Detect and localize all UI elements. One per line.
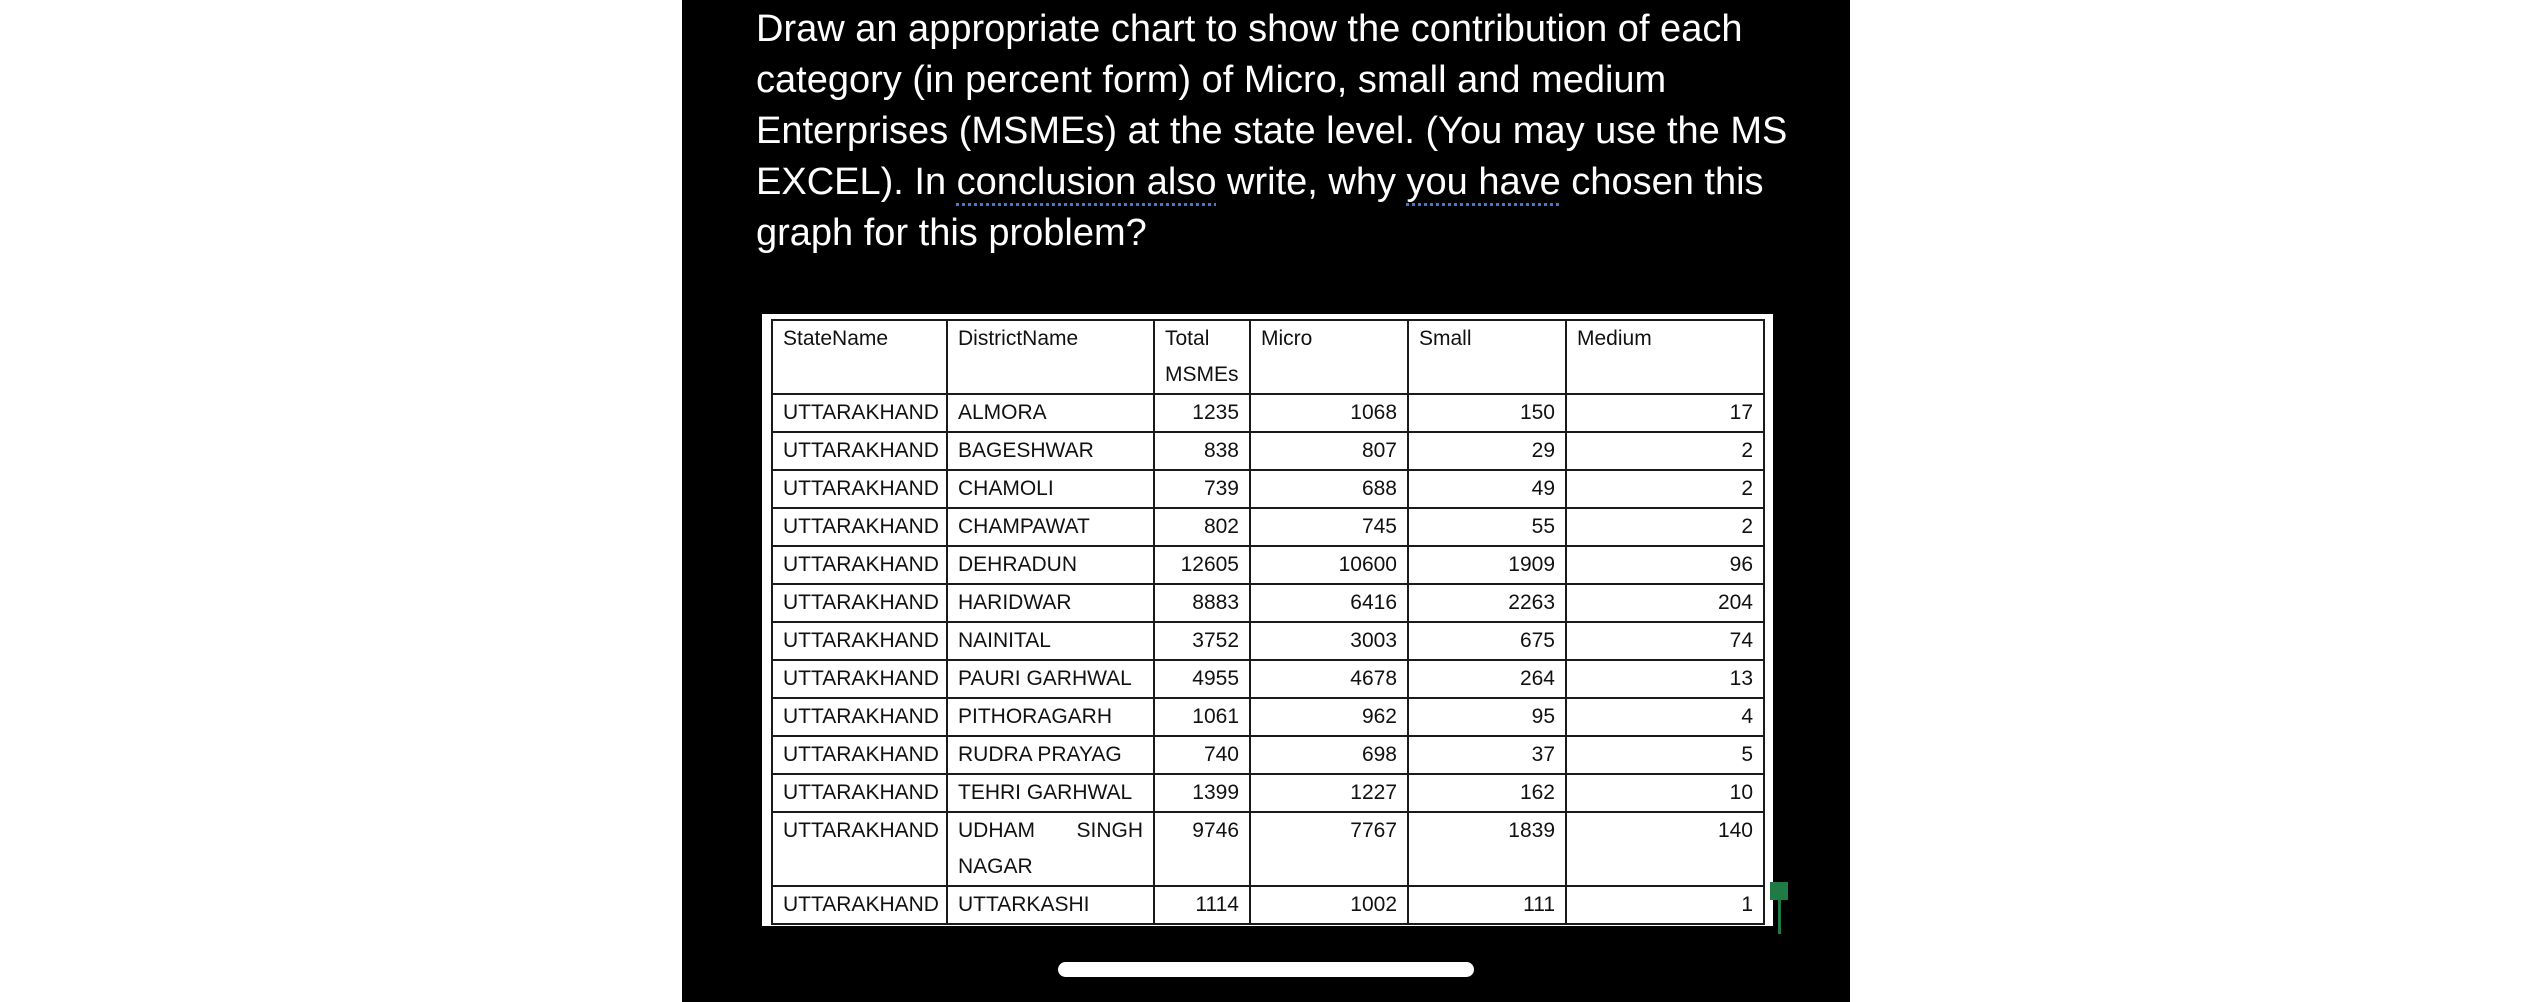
cell-district: CHAMOLI [947,470,1154,508]
cell-small: 55 [1408,508,1566,546]
cell-small: 1909 [1408,546,1566,584]
cell-district: BAGESHWAR [947,432,1154,470]
header-small: Small [1408,320,1566,394]
table-row [772,660,1764,698]
question-underlined-2[interactable]: you have [1406,161,1561,203]
cell-total: 838 [1154,432,1250,470]
cell-medium: 4 [1566,698,1764,736]
cell-state: UTTARAKHAND [772,812,947,886]
cell-total: 1114 [1154,886,1250,924]
cell-medium: 2 [1566,508,1764,546]
cell-state: UTTARAKHAND [772,432,947,470]
cell-state: UTTARAKHAND [772,660,947,698]
cell-total: 802 [1154,508,1250,546]
cell-small: 49 [1408,470,1566,508]
cell-medium: 96 [1566,546,1764,584]
header-medium: Medium [1566,320,1764,394]
cell-total: 739 [1154,470,1250,508]
cell-total: 9746 [1154,812,1250,886]
cell-small: 264 [1408,660,1566,698]
table-row [772,508,1764,546]
cell-district: PITHORAGARH [947,698,1154,736]
cell-medium: 2 [1566,470,1764,508]
cell-district: UTTARKASHI [947,886,1154,924]
cell-total: 740 [1154,736,1250,774]
table-row [772,584,1764,622]
table-row [772,394,1764,432]
table-row [772,546,1764,584]
table-header-row [772,320,1764,394]
cell-medium: 2 [1566,432,1764,470]
cell-micro: 1002 [1250,886,1408,924]
cell-small: 2263 [1408,584,1566,622]
cell-total: 3752 [1154,622,1250,660]
cell-district: ALMORA [947,394,1154,432]
cell-medium: 5 [1566,736,1764,774]
msme-table [771,319,1765,925]
cell-district: DEHRADUN [947,546,1154,584]
cell-micro: 688 [1250,470,1408,508]
cell-micro: 10600 [1250,546,1408,584]
cell-small: 675 [1408,622,1566,660]
cell-medium: 140 [1566,812,1764,886]
cell-medium: 13 [1566,660,1764,698]
cell-district [947,812,1154,886]
table-row [772,736,1764,774]
header-micro: Micro [1250,320,1408,394]
cell-district: PAURI GARHWAL [947,660,1154,698]
cell-micro: 1227 [1250,774,1408,812]
table-row [772,774,1764,812]
header-total-msmes: Total MSMEs [1154,320,1250,394]
home-indicator[interactable] [1058,962,1474,977]
question-part-1: Draw an appropriate chart to show the contribution of each category (in percent form) of Micro, small and medium Enterprises (MSMEs) at the state level. (You may use the MS EXCEL). In [756,8,1788,203]
phone-screen [682,0,1850,1002]
table-row [772,812,1764,886]
cell-micro: 962 [1250,698,1408,736]
cell-small: 29 [1408,432,1566,470]
cell-total: 1235 [1154,394,1250,432]
cell-state: UTTARAKHAND [772,546,947,584]
cell-micro: 1068 [1250,394,1408,432]
cell-total: 1399 [1154,774,1250,812]
question-text [756,4,1816,259]
cell-district: RUDRA PRAYAG [947,736,1154,774]
table-row [772,470,1764,508]
cell-micro: 807 [1250,432,1408,470]
cell-medium: 204 [1566,584,1764,622]
table-row [772,622,1764,660]
cell-state: UTTARAKHAND [772,508,947,546]
cell-medium: 74 [1566,622,1764,660]
cell-district: TEHRI GARHWAL [947,774,1154,812]
cell-small: 111 [1408,886,1566,924]
table-image[interactable] [762,314,1773,926]
table-row [772,432,1764,470]
cell-micro: 6416 [1250,584,1408,622]
header-state-name: StateName [772,320,947,394]
cell-medium: 10 [1566,774,1764,812]
district-word-udham: UDHAM [958,819,1035,842]
table-row [772,886,1764,924]
cell-total: 8883 [1154,584,1250,622]
cell-small: 1839 [1408,812,1566,886]
district-word-nagar: NAGAR [958,855,1033,878]
cell-medium: 17 [1566,394,1764,432]
district-line-1 [958,813,1143,849]
cell-total: 1061 [1154,698,1250,736]
cell-state: UTTARAKHAND [772,698,947,736]
cell-total: 12605 [1154,546,1250,584]
cell-total: 4955 [1154,660,1250,698]
header-district-name: DistrictName [947,320,1154,394]
question-underlined-1[interactable]: conclusion also [956,161,1217,203]
selection-handle-stem [1778,898,1781,934]
cell-state: UTTARAKHAND [772,470,947,508]
cell-micro: 3003 [1250,622,1408,660]
cell-medium: 1 [1566,886,1764,924]
cell-small: 162 [1408,774,1566,812]
cell-district: NAINITAL [947,622,1154,660]
cell-small: 150 [1408,394,1566,432]
cell-state: UTTARAKHAND [772,886,947,924]
cell-district: HARIDWAR [947,584,1154,622]
table-row [772,698,1764,736]
cell-state: UTTARAKHAND [772,584,947,622]
cell-micro: 7767 [1250,812,1408,886]
question-part-3: chosen this graph for this problem? [756,161,1764,254]
cell-micro: 4678 [1250,660,1408,698]
cell-district: CHAMPAWAT [947,508,1154,546]
district-word-singh: SINGH [1076,819,1143,842]
cell-small: 95 [1408,698,1566,736]
cell-state: UTTARAKHAND [772,394,947,432]
cell-micro: 745 [1250,508,1408,546]
cell-micro: 698 [1250,736,1408,774]
cell-state: UTTARAKHAND [772,736,947,774]
cell-state: UTTARAKHAND [772,774,947,812]
cell-state: UTTARAKHAND [772,622,947,660]
question-part-2: write, why [1216,161,1407,203]
cell-small: 37 [1408,736,1566,774]
